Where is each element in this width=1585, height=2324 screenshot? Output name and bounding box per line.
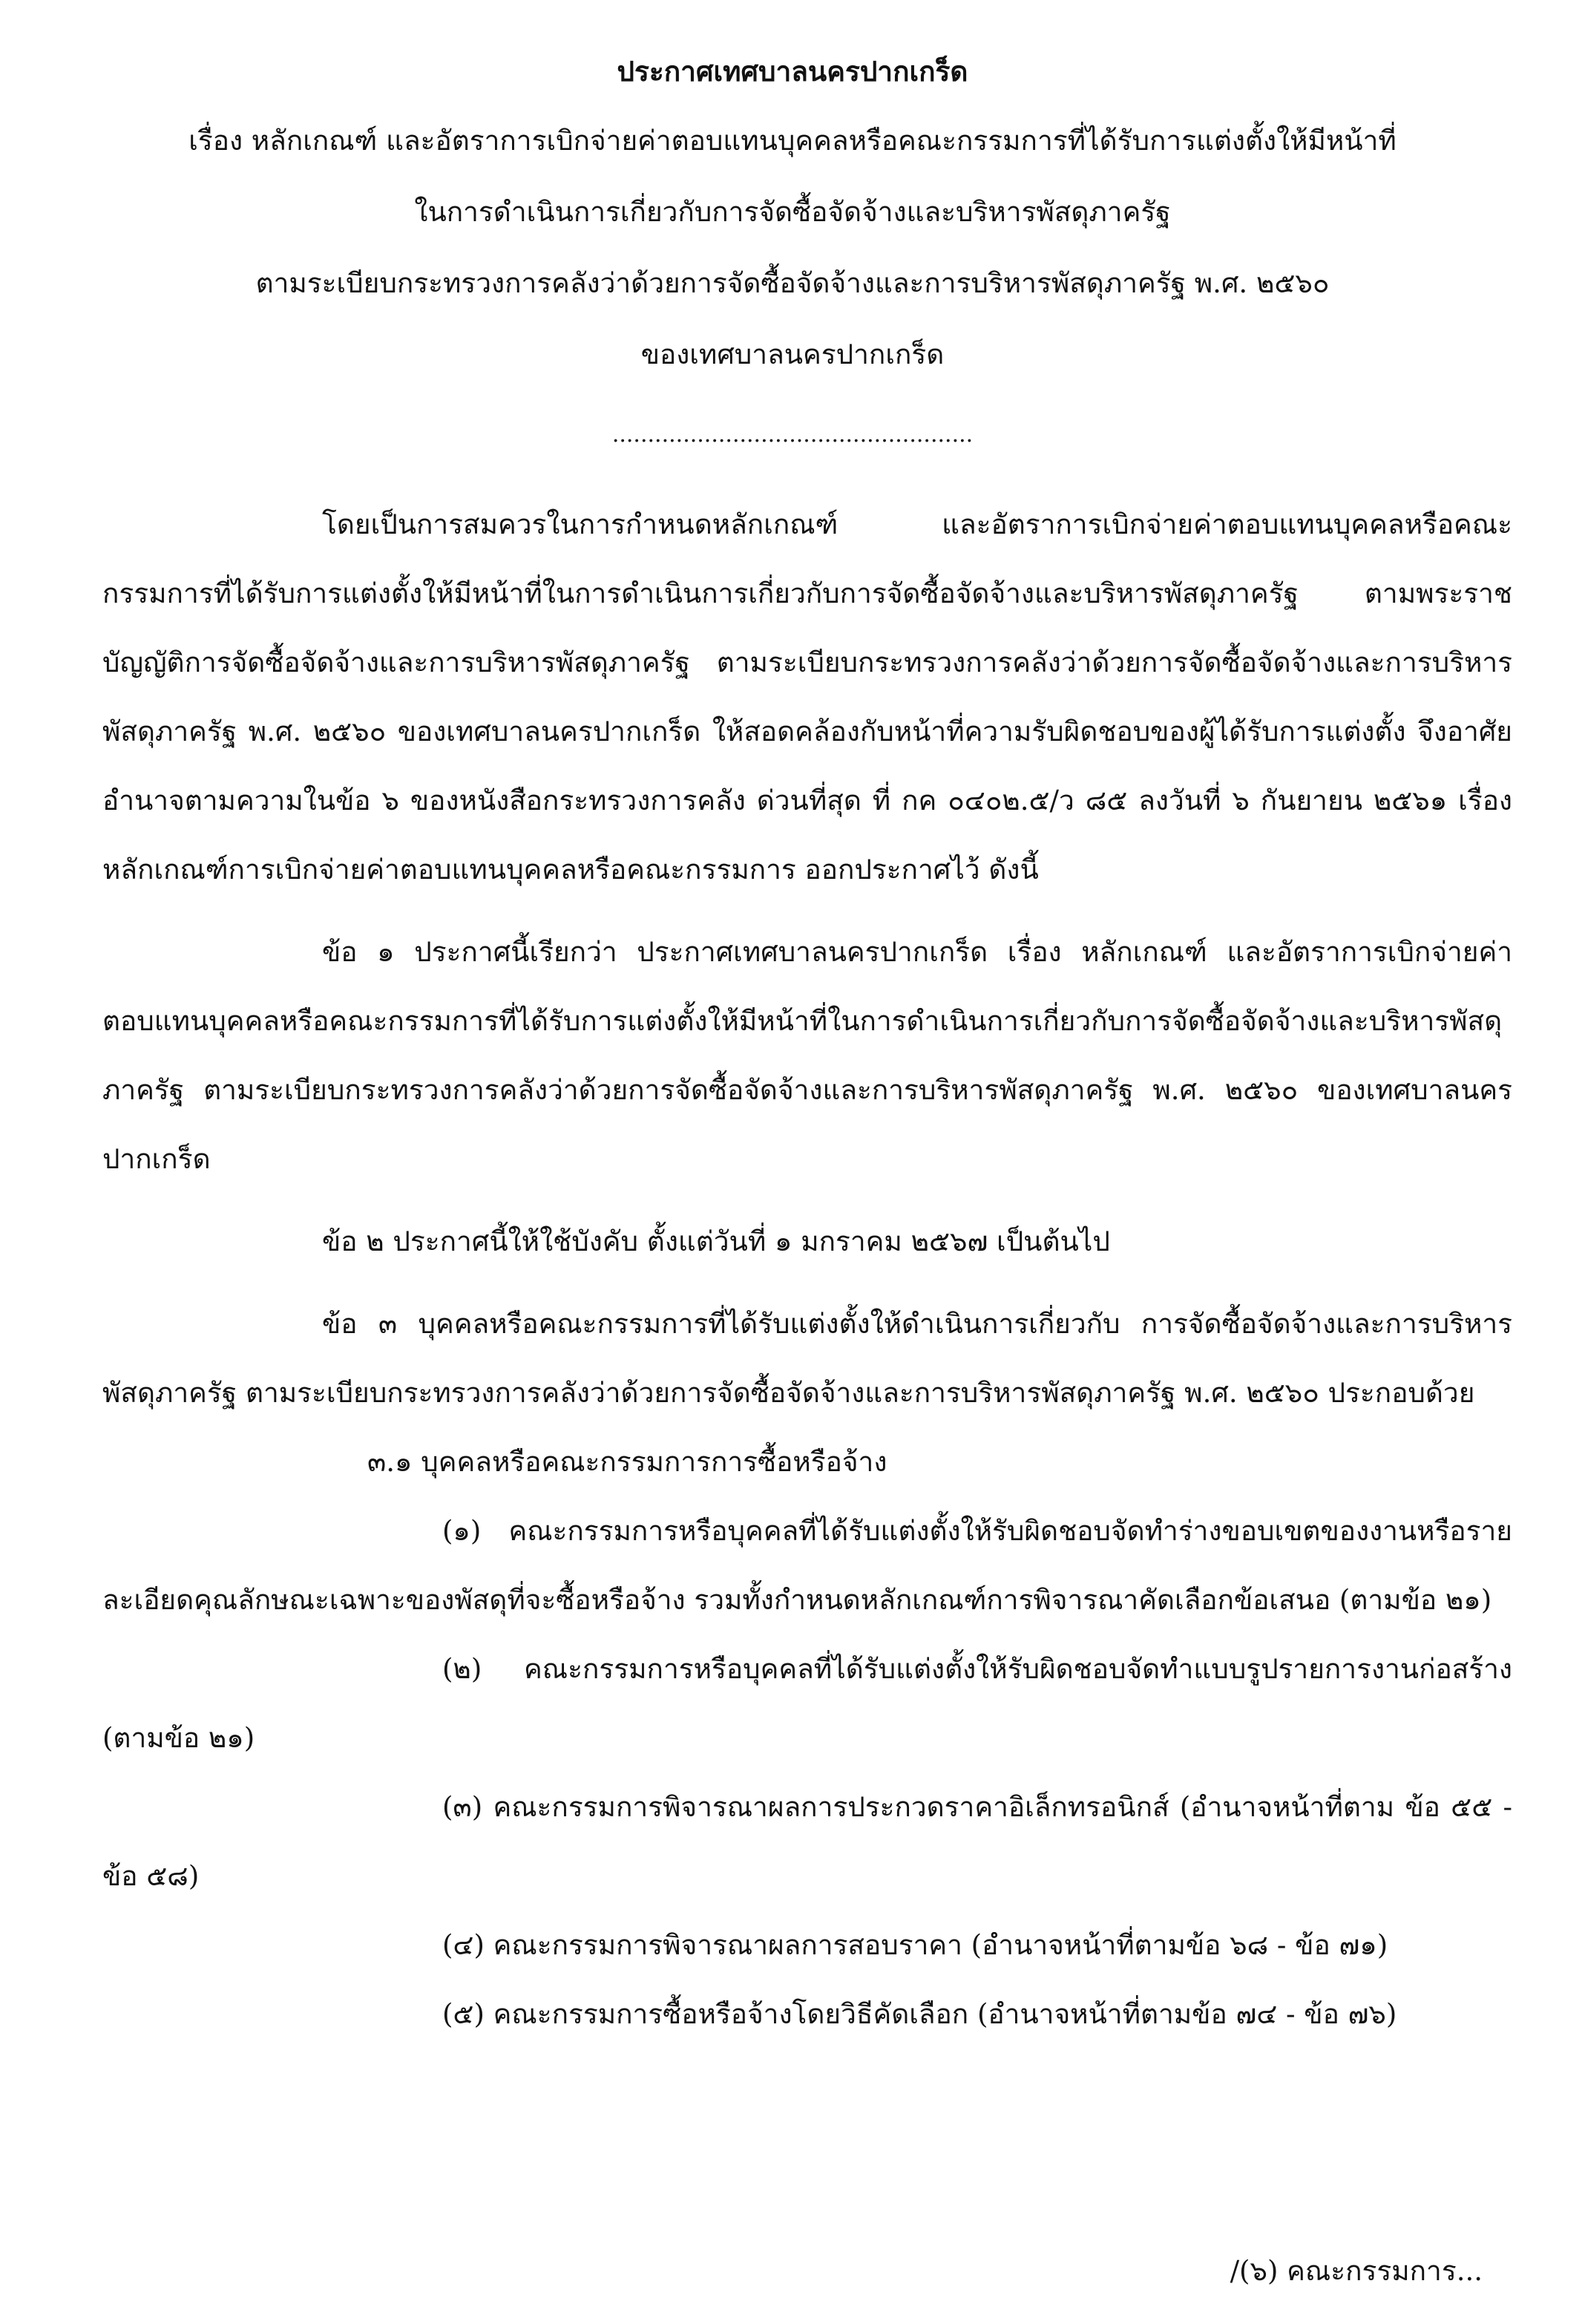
clause-3-1-item-1: (๑) คณะกรรมการหรือบุคคลที่ได้รับแต่งตั้งให้รับผิดชอบจัดทำร่างขอบเขตของงานหรือรายละเอียดคุณลักษณะเฉพาะของพัสดุที่จะซื้อหรือจ้าง รวมทั้งกำหนดหลักเกณฑ์การพิจารณาคัดเลือกข้อเสนอ (ตามข้อ ๒๑) bbox=[102, 1515, 1512, 1616]
clause-3-paragraph: ข้อ ๓ บุคคลหรือคณะกรรมการที่ได้รับแต่งตั้งให้ดำเนินการเกี่ยวกับ การจัดซื้อจัดจ้างและการบริหารพัสดุภาครัฐ ตามระเบียบกระทรวงการคลังว่าด้วยการจัดซื้อจัดจ้างและการบริหารพัสดุภาครัฐ พ.ศ. ๒๕๖๐ ประกอบด้วย bbox=[102, 1308, 1512, 1409]
preamble-paragraph: โดยเป็นการสมควรในการกำหนดหลักเกณฑ์ และอัตราการเบิกจ่ายค่าตอบแทนบุคคลหรือคณะกรรมการที่ได้รับการแต่งตั้งให้มีหน้าที่ในการดำเนินการเกี่ยวกับการจัดซื้อจัดจ้างและบริหารพัสดุภาครัฐ ตามพระราชบัญญัติการจัดซื้อจัดจ้างและการบริหารพัสดุภาครัฐ ตามระเบียบกระทรวงการคลังว่าด้วยการจัดซื้อจัดจ้างและการบริหารพัสดุภาครัฐ พ.ศ. ๒๕๖๐ ของเทศบาลนครปากเกร็ด ให้สอดคล้องกับหน้าที่ความรับผิดชอบของผู้ได้รับการแต่งตั้ง จึงอาศัยอำนาจตามความในข้อ ๖ ของหนังสือกระทรวงการคลัง ด่วนที่สุด ที่ กค ๐๔๐๒.๕/ว ๘๕ ลงวันที่ ๖ กันยายน ๒๕๖๑ เรื่อง หลักเกณฑ์การเบิกจ่ายค่าตอบแทนบุคคลหรือคณะกรรมการ ออกประกาศไว้ ดังนี้ bbox=[102, 508, 1512, 886]
clause-3-1-item-3: (๓) คณะกรรมการพิจารณาผลการประกวดราคาอิเล็กทรอนิกส์ (อำนาจหน้าที่ตาม ข้อ ๕๕ - ข้อ ๕๘) bbox=[102, 1791, 1512, 1892]
clause-3-1-item-4: (๔) คณะกรรมการพิจารณาผลการสอบราคา (อำนาจหน้าที่ตามข้อ ๖๘ - ข้อ ๗๑) bbox=[442, 1929, 1388, 1961]
clause-3-1-heading: ๓.๑ บุคคลหรือคณะกรรมการการซื้อหรือจ้าง bbox=[367, 1446, 887, 1478]
announcement-subject: เรื่อง หลักเกณฑ์ และอัตราการเบิกจ่ายค่าตอบแทนบุคคลหรือคณะกรรมการที่ได้รับการแต่งตั้งให้มีหน้าที่ bbox=[188, 125, 1397, 157]
announcement-subject-line-3: ตามระเบียบกระทรวงการคลังว่าด้วยการจัดซื้อจัดจ้างและการบริหารพัสดุภาครัฐ พ.ศ. ๒๕๖๐ bbox=[255, 267, 1330, 299]
announcement-subject-line-2: ในการดำเนินการเกี่ยวกับการจัดซื้อจัดจ้างและบริหารพัสดุภาครัฐ bbox=[414, 196, 1171, 228]
clause-1-paragraph: ข้อ ๑ ประกาศนี้เรียกว่า ประกาศเทศบาลนครปากเกร็ด เรื่อง หลักเกณฑ์ และอัตราการเบิกจ่ายค่าตอบแทนบุคคลหรือคณะกรรมการที่ได้รับการแต่งตั้งให้มีหน้าที่ในการดำเนินการเกี่ยวกับการจัดซื้อจัดจ้างและบริหารพัสดุภาครัฐ ตามระเบียบกระทรวงการคลังว่าด้วยการจัดซื้อจัดจ้างและการบริหารพัสดุภาครัฐ พ.ศ. ๒๕๖๐ ของเทศบาลนครปากเกร็ด bbox=[102, 936, 1512, 1175]
document-body bbox=[102, 490, 1512, 2049]
page-continuation: /(๖) คณะกรรมการ... bbox=[1230, 2255, 1483, 2287]
clause-3-1-item-2: (๒) คณะกรรมการหรือบุคคลที่ได้รับแต่งตั้งให้รับผิดชอบจัดทำแบบรูปรายการงานก่อสร้าง (ตามข้อ ๒๑) bbox=[102, 1653, 1512, 1754]
clause-2-paragraph: ข้อ ๒ ประกาศนี้ให้ใช้บังคับ ตั้งแต่วันที่ ๑ มกราคม ๒๕๖๗ เป็นต้นไป bbox=[322, 1225, 1110, 1257]
announcement-subject-line-4: ของเทศบาลนครปากเกร็ด bbox=[640, 338, 945, 370]
announcement-title: ประกาศเทศบาลนครปากเกร็ด bbox=[617, 55, 968, 88]
separator-dots: ................................................... bbox=[611, 422, 974, 448]
clause-3-1-item-5: (๕) คณะกรรมการซื้อหรือจ้างโดยวิธีคัดเลือก (อำนาจหน้าที่ตามข้อ ๗๔ - ข้อ ๗๖) bbox=[442, 1998, 1397, 2030]
